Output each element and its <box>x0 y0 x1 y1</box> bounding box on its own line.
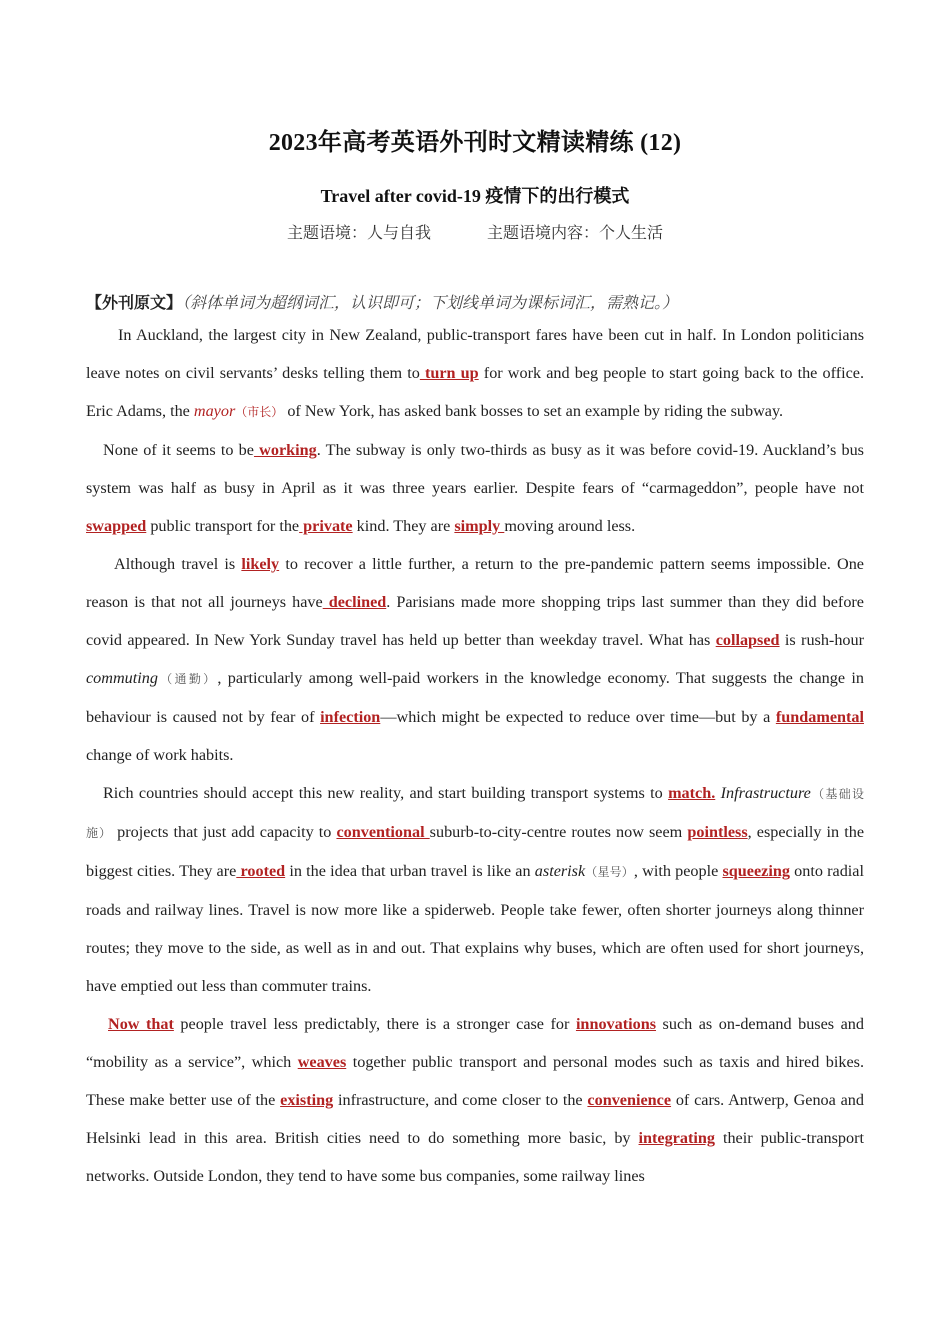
text: together public transport and personal modes such as taxis and hired bikes. These make better use of the <box>86 1053 864 1109</box>
word-mayor: mayor <box>193 402 236 420</box>
paragraph-3 <box>86 545 864 774</box>
vocab-innovations: innovations <box>575 1015 657 1033</box>
text: of cars. Antwerp, Genoa and Helsinki lead in this area. British cities need to do something more basic, by <box>86 1091 864 1147</box>
text: such as on-demand buses and “mobility as a service”, which <box>86 1015 864 1071</box>
text: onto radial roads and railway lines. Travel is now more like a spiderweb. People take fewer, often shorter journeys along thinner routes; they move to the side, as well as in and out. That explains why buses, which are often used for short journeys, have emptied out less than commuter trains. <box>86 862 864 995</box>
text: infrastructure, and come closer to the <box>333 1091 588 1109</box>
vocab-private: private <box>299 517 353 535</box>
vocab-working: working <box>253 441 317 459</box>
text: moving around less. <box>504 517 636 535</box>
vocab-simply: simply <box>454 517 505 535</box>
word-asterisk: asterisk <box>534 862 586 880</box>
gloss-commuting: （通勤） <box>157 672 218 686</box>
gloss-mayor: （市长） <box>235 405 284 419</box>
text: . The subway is only two-thirds as busy as it was before covid-19. Auckland’s bus system was half as busy in April as it was three years earlier. Despite fears of “carmageddon”, people have not <box>86 441 864 497</box>
vocab-existing: existing <box>280 1091 334 1109</box>
text: public transport for the <box>146 517 300 535</box>
vocab-swapped: swapped <box>86 517 147 535</box>
gloss-asterisk: （星号） <box>585 865 634 879</box>
article-label: 【外刊原文】 <box>86 295 183 312</box>
text: is rush-hour <box>779 631 864 649</box>
vocab-squeezing: squeezing <box>722 862 790 880</box>
article-body <box>86 316 864 1195</box>
text: change of work habits. <box>86 746 234 764</box>
theme-context: 主题语境：人与自我 <box>286 225 431 242</box>
text: kind. They are <box>352 517 455 535</box>
text: to recover a little further, a return to the pre-pandemic pattern seems impossible. One reason is that not all journeys have <box>86 555 864 611</box>
word-infrastructure: Infrastructure <box>720 784 811 802</box>
text: their public-transport networks. Outside London, they tend to have some bus companies, some railway lines <box>86 1129 865 1185</box>
paragraph-4 <box>86 774 864 1005</box>
vocab-turn-up: turn up <box>419 364 479 382</box>
paragraph-1 <box>86 316 864 431</box>
vocab-rooted: rooted <box>236 862 286 880</box>
paragraph-2 <box>86 431 864 545</box>
text: , with people <box>633 862 723 880</box>
text: in the idea that urban travel is like an <box>285 862 535 880</box>
gloss-infrastructure: （基础设施） <box>86 787 864 840</box>
text: projects that just add capacity to <box>112 823 337 841</box>
vocab-likely: likely <box>241 555 280 573</box>
word-commuting: commuting <box>86 669 158 687</box>
paragraph-5 <box>86 1005 864 1195</box>
text: . Parisians made more shopping trips last summer than they did before covid appeared. In New York Sunday travel has held up better than weekday travel. What has <box>86 593 864 649</box>
vocab-conventional: conventional <box>336 823 430 841</box>
text: None of it seems to be <box>103 441 254 459</box>
text: suburb-to-city-centre routes now seem <box>429 823 688 841</box>
text: , especially in the biggest cities. They are <box>86 823 865 880</box>
text: people travel less predictably, there is a stronger case for <box>173 1015 576 1033</box>
text: Although travel is <box>114 555 242 573</box>
article-note: （斜体单词为超纲词汇，认识即可；下划线单词为课标词汇，需熟记。） <box>182 295 679 312</box>
vocab-infection: infection <box>320 708 381 726</box>
text: for work and beg people to start going back to the office. Eric Adams, the <box>86 364 864 420</box>
vocab-pointless: pointless <box>687 823 748 841</box>
page-title: 2023年高考英语外刊时文精读精练 (12) <box>268 130 682 156</box>
text: —which might be expected to reduce over time—but by a <box>380 708 776 726</box>
vocab-integrating: integrating <box>638 1129 715 1147</box>
text: of New York, has asked bank bosses to set an example by riding the subway. <box>283 402 784 420</box>
theme-line <box>0 220 950 243</box>
article-heading <box>86 290 866 313</box>
theme-content: 主题语境内容：个人生活 <box>487 225 664 242</box>
vocab-now-that: Now that <box>108 1015 174 1033</box>
vocab-declined: declined <box>322 593 387 611</box>
text: Rich countries should accept this new reality, and start building transport systems to <box>103 784 669 802</box>
vocab-weaves: weaves <box>297 1053 347 1071</box>
vocab-fundamental: fundamental <box>775 708 864 726</box>
text: , particularly among well-paid workers in the knowledge economy. That suggests the change in behaviour is caused not by fear of <box>86 669 864 726</box>
vocab-convenience: convenience <box>587 1091 672 1109</box>
text: In Auckland, the largest city in New Zealand, public-transport fares have been cut in half. In London politicians leave notes on civil servants’ desks telling them to <box>86 326 864 382</box>
article-subtitle: Travel after covid-19 疫情下的出行模式 <box>320 186 630 206</box>
vocab-match: match. <box>668 784 716 802</box>
vocab-collapsed: collapsed <box>715 631 780 649</box>
